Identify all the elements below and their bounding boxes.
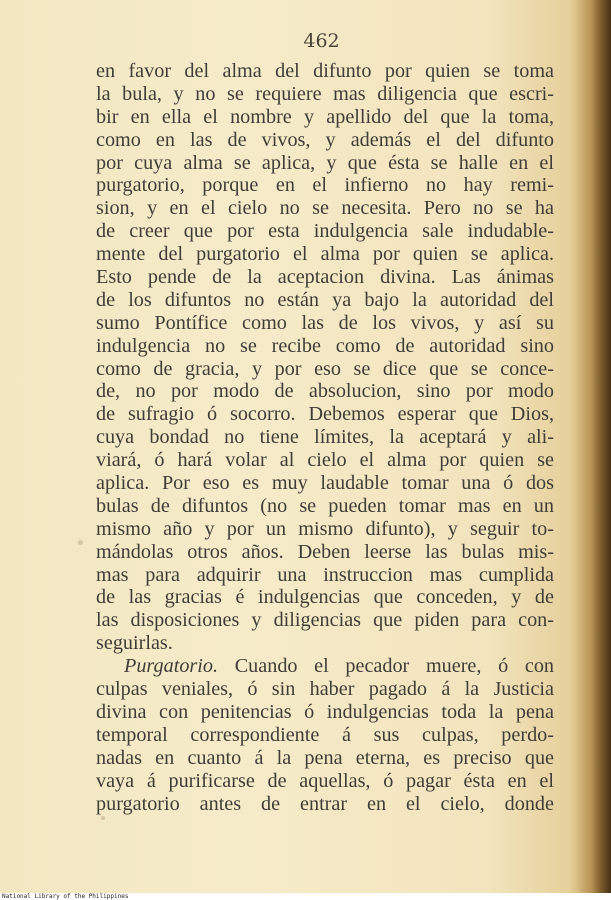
text-line: purgatorio antes de entrar en el cielo, donde	[96, 792, 554, 815]
text-line: nadas en cuanto á la pena eterna, es preciso que	[96, 746, 554, 769]
foxing-spot	[101, 816, 105, 820]
text-line: de sufragio ó socorro. Debemos esperar que Dios,	[96, 403, 554, 426]
section-term: Purgatorio.	[124, 655, 219, 678]
text-line: sumo Pontífice como las de los vivos, y así su	[96, 311, 554, 334]
text-line: bir en ella el nombre y apellido del que la toma,	[96, 105, 554, 128]
text-line: sion, y en el cielo no se necesita. Pero no se ha	[96, 197, 554, 220]
text-line: mente del purgatorio el alma por quien se aplica.	[96, 243, 554, 266]
text-line: de los difuntos no están ya bajo la autoridad del	[96, 288, 554, 311]
foxing-spot	[78, 540, 83, 545]
text-line: de las gracias é indulgencias que conceden, y de	[96, 586, 554, 609]
paragraph-first-line	[96, 655, 554, 678]
text-line: de, no por modo de absolucion, sino por modo	[96, 380, 554, 403]
text-line: temporal correspondiente á sus culpas, perdo-	[96, 723, 554, 746]
text-line: Esto pende de la aceptacion divina. Las ánimas	[96, 266, 554, 289]
text-line: cuya bondad no tiene límites, la aceptará y ali-	[96, 426, 554, 449]
text-line: como en las de vivos, y además el del difunto	[96, 128, 554, 151]
text-line: por cuya alma se aplica, y que ésta se halle en el	[96, 151, 554, 174]
text-line: la bula, y no se requiere mas diligencia que escri-	[96, 82, 554, 105]
text-line: divina con penitencias ó indulgencias toda la pena	[96, 700, 554, 723]
text-line: mas para adquirir una instruccion mas cumplida	[96, 563, 554, 586]
text-line: vaya á purificarse de aquellas, ó pagar ésta en el	[96, 769, 554, 792]
body-text	[96, 60, 554, 815]
text-line: aplica. Por eso es muy laudable tomar una ó dos	[96, 472, 554, 495]
text-line: de creer que por esta indulgencia sale indudable-	[96, 220, 554, 243]
text-line: indulgencia no se recibe como de autoridad sino	[96, 334, 554, 357]
text-line: mismo año y por un mismo difunto), y seguir to-	[96, 517, 554, 540]
text-line: como de gracia, y por eso se dice que se conce-	[96, 357, 554, 380]
text-line: bulas de difuntos (no se pueden tomar mas en un	[96, 494, 554, 517]
text-line: purgatorio, porque en el infierno no hay remi-	[96, 174, 554, 197]
text-line: viará, ó hará volar al cielo el alma por quien se	[96, 449, 554, 472]
text-line: en favor del alma del difunto por quien se toma	[96, 60, 554, 82]
text-line: mándolas otros años. Deben leerse las bulas mis-	[96, 540, 554, 563]
text-line: las disposiciones y diligencias que piden para con-	[96, 609, 554, 632]
text-line-rest: Cuando el pecador muere, ó con	[234, 655, 555, 678]
text-line: culpas veniales, ó sin haber pagado á la Justicia	[96, 678, 554, 701]
page-number: 462	[303, 30, 340, 52]
page-gutter-shadow	[575, 0, 611, 893]
library-credit: National Library of the Philippines	[2, 893, 129, 900]
text-line: seguirlas.	[96, 632, 173, 655]
